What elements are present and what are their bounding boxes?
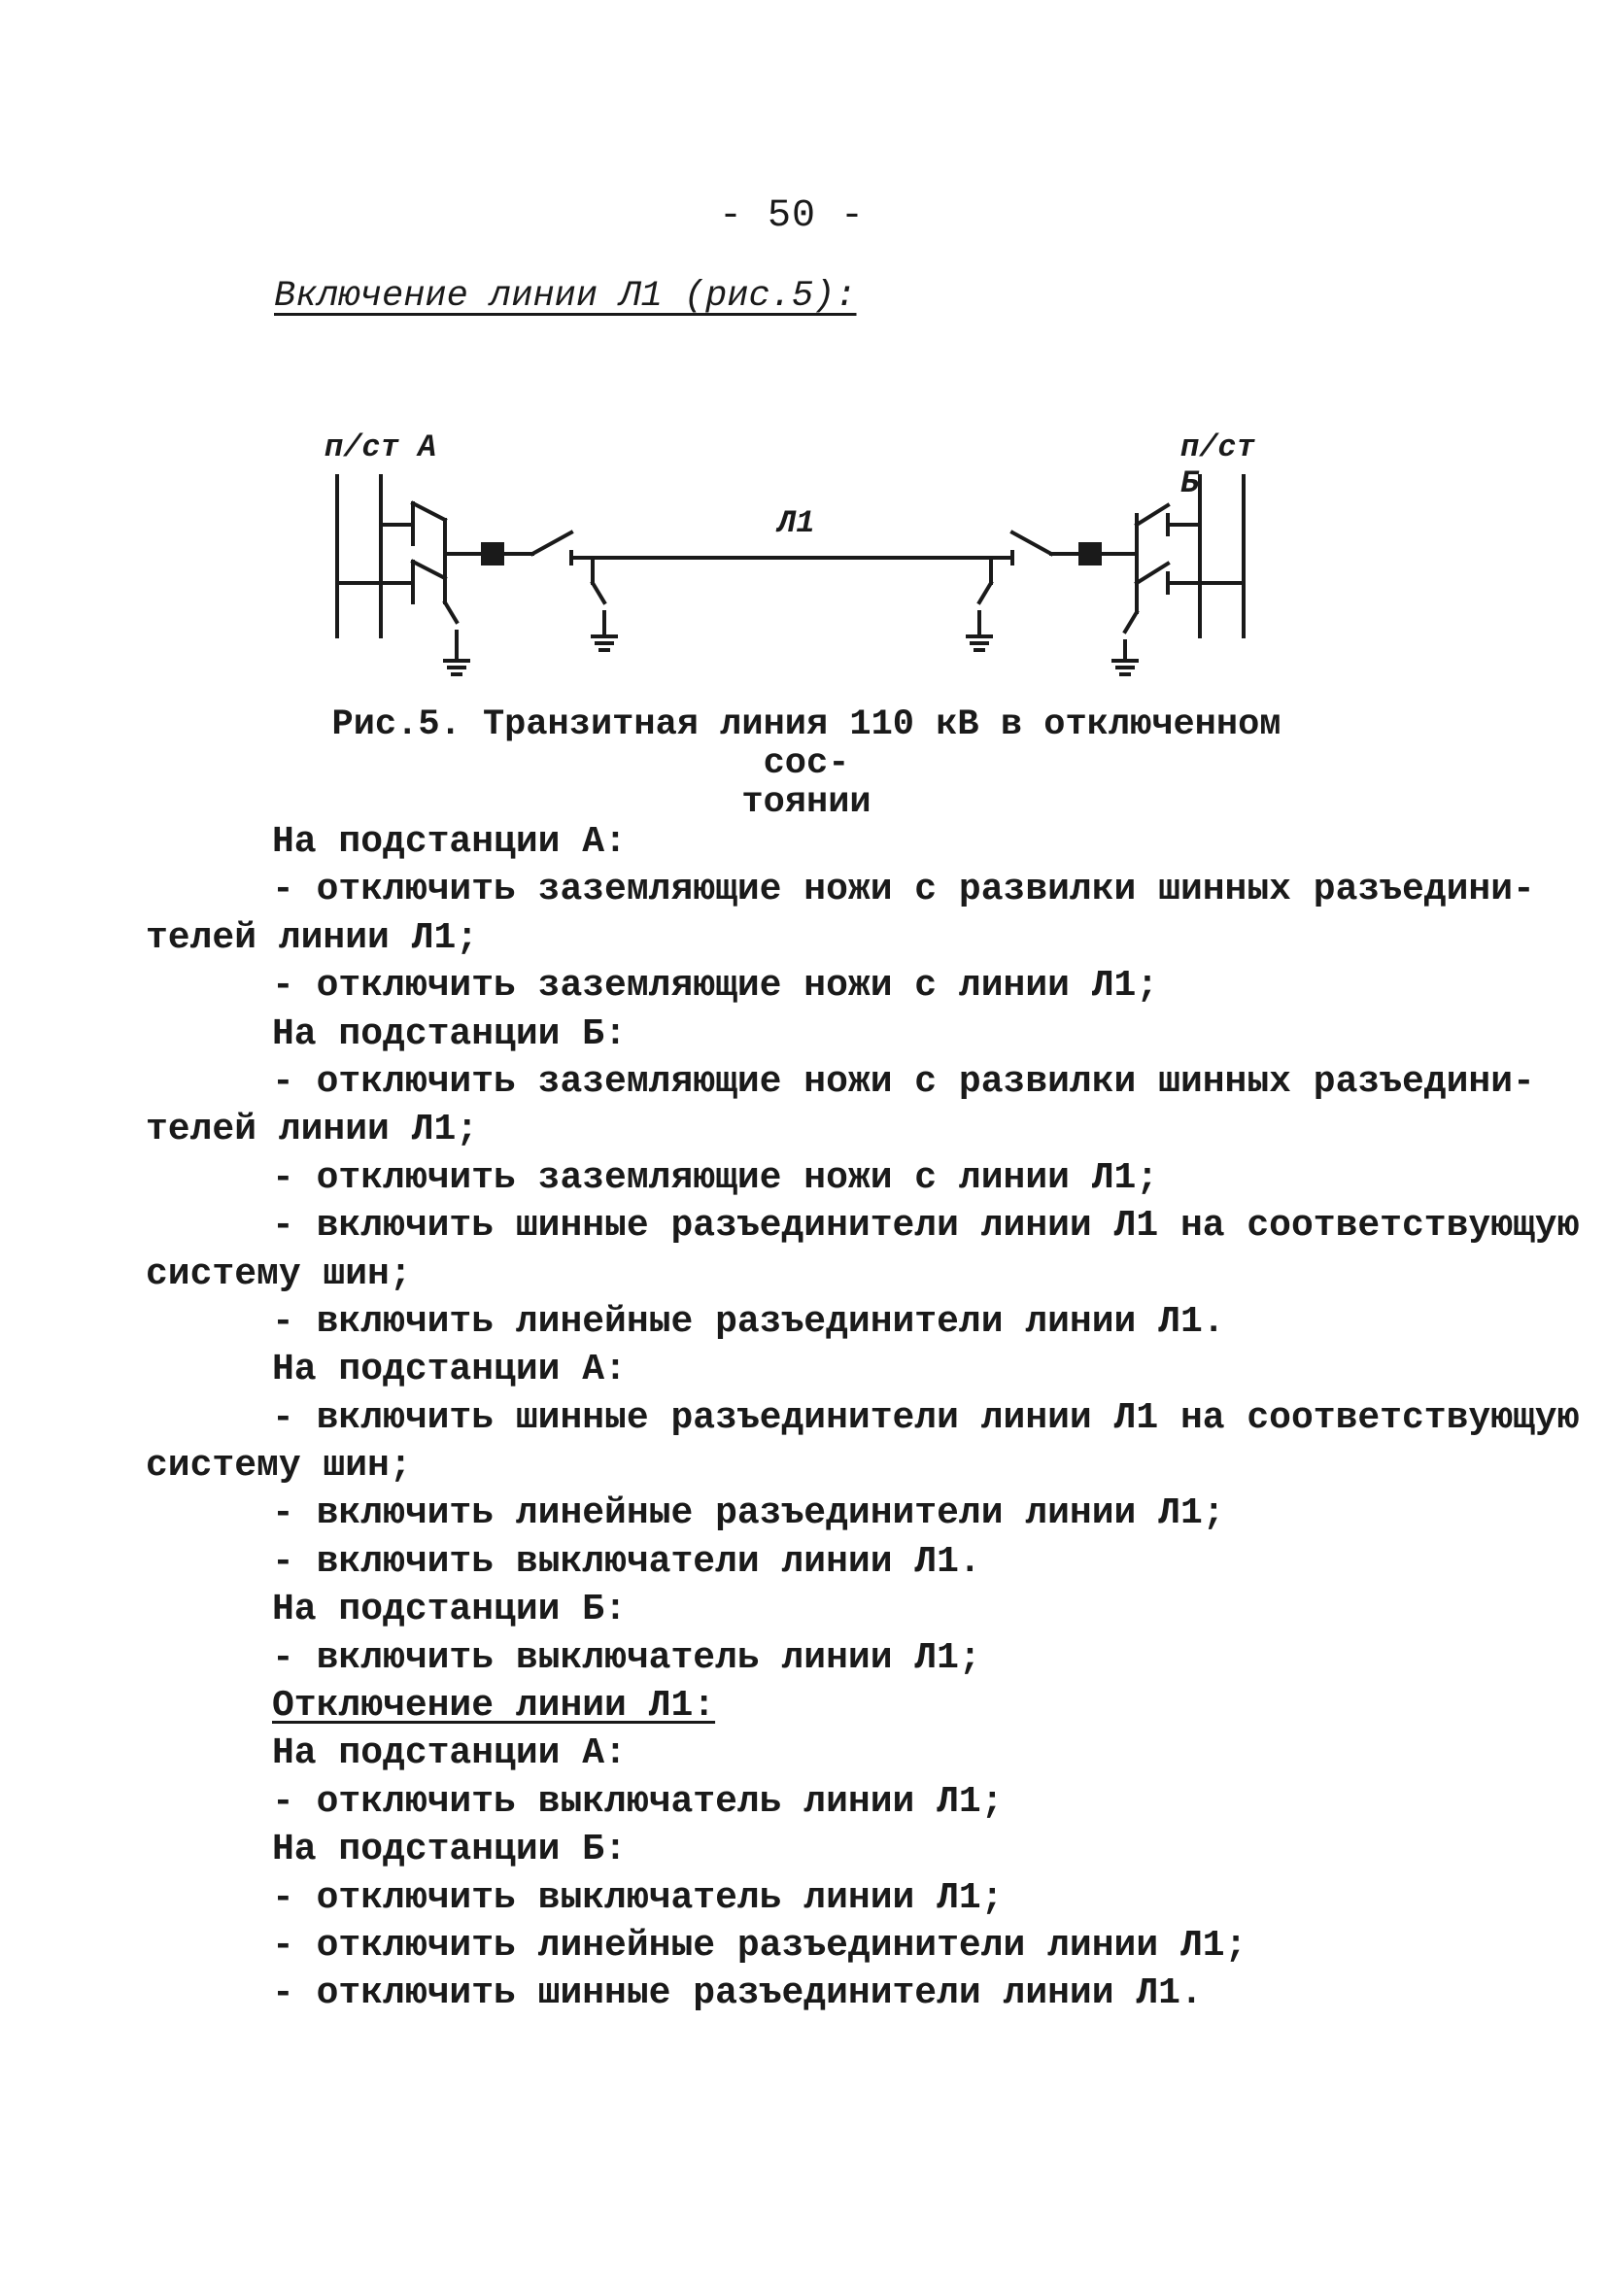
section-heading-enable: Включение линии Л1 (рис.5):: [274, 276, 857, 317]
text-line: [146, 1682, 1467, 1730]
text-line: На подстанции Б:: [272, 1829, 627, 1871]
text-line: - включить выключатели линии Л1.: [272, 1540, 981, 1583]
text-line: На подстанции А:: [272, 821, 627, 863]
text-line: телей линии Л1;: [146, 916, 479, 959]
text-line: На подстанции А:: [272, 1349, 627, 1391]
text-line: систему шин;: [146, 1445, 412, 1488]
text-line: - включить шинные разъединители линии Л1 на соответствующую: [272, 1396, 1580, 1439]
schematic-drawing: [321, 428, 1292, 690]
text-line: - включить линейные разъединители линии Л1.: [272, 1300, 1225, 1343]
text-line: На подстанции А:: [272, 1732, 627, 1775]
text-line: - отключить выключатель линии Л1;: [272, 1780, 1004, 1823]
text-line: - включить линейные разъединители линии Л1;: [272, 1492, 1225, 1535]
text-line: На подстанции Б:: [272, 1589, 627, 1631]
text-line: - отключить линейные разъединители линии Л1;: [272, 1924, 1247, 1967]
instruction-text: [146, 818, 1580, 2018]
text-line: - отключить заземляющие ножи с развилки шинных разъедини-: [272, 1060, 1535, 1103]
caption-line-2: тоянии: [741, 782, 871, 823]
substation-b-label: п/ст Б: [1180, 429, 1255, 501]
text-line: - включить шинные разъединители линии Л1 на соответствующую: [272, 1205, 1580, 1248]
caption-line-1: Рис.5. Транзитная линия 110 кВ в отключенном сос-: [331, 704, 1281, 784]
text-line: - отключить заземляющие ножи с линии Л1;: [272, 965, 1159, 1008]
text-line: - отключить заземляющие ножи с линии Л1;: [272, 1156, 1159, 1199]
figure-5-schematic: [321, 428, 1292, 690]
substation-a-label: п/ст А: [325, 429, 437, 465]
text-line: На подстанции Б:: [272, 1012, 627, 1055]
text-line: - отключить выключатель линии Л1;: [272, 1876, 1004, 1919]
text-line: - отключить шинные разъединители линии Л1.: [272, 1972, 1203, 2015]
figure-caption: [291, 705, 1321, 822]
section-heading-disable: Отключение линии Л1:: [272, 1685, 716, 1728]
text-line: - отключить заземляющие ножи с развилки шинных разъедини-: [272, 869, 1535, 911]
page-number: - 50 -: [719, 194, 866, 238]
text-line: телей линии Л1;: [146, 1109, 479, 1151]
breaker-a: [481, 542, 504, 565]
breaker-b: [1078, 542, 1102, 565]
text-line: систему шин;: [146, 1252, 412, 1295]
text-line: - включить выключатель линии Л1;: [272, 1636, 981, 1679]
line-l1-label: Л1: [777, 505, 815, 541]
